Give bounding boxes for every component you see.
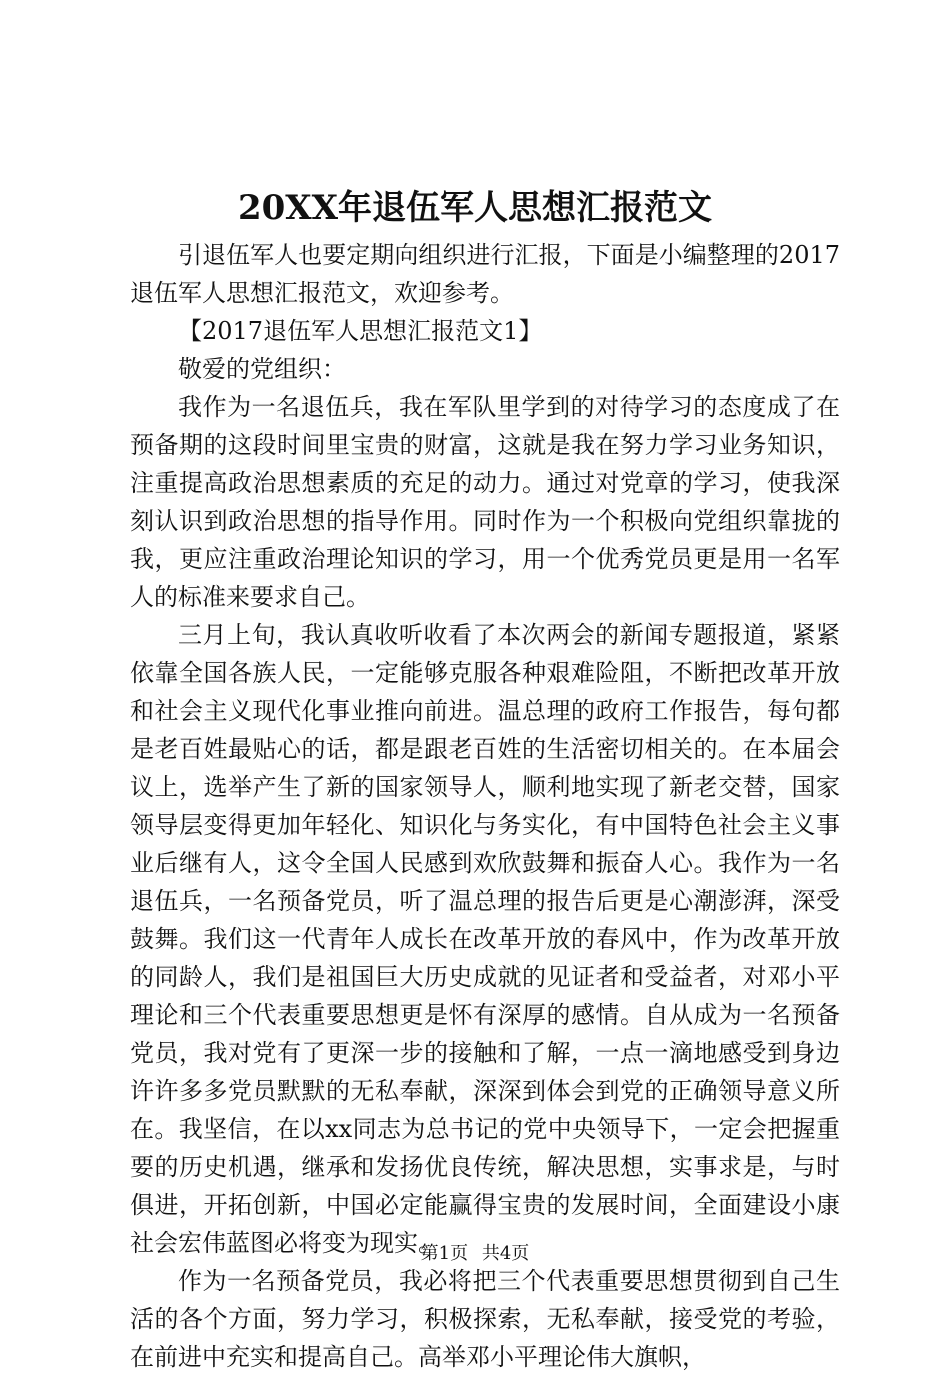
paragraph-intro: 引退伍军人也要定期向组织进行汇报，下面是小编整理的2017退伍军人思想汇报范文，欢迎参考。 <box>130 241 840 307</box>
document-body <box>130 236 840 1376</box>
paragraph-salutation: 敬爱的党组织： <box>178 355 346 383</box>
page-total: 共4页 <box>481 1243 530 1264</box>
page-footer <box>0 1242 950 1266</box>
paragraph-body-1: 我作为一名退伍兵，我在军队里学到的对待学习的态度成了在预备期的这段时间里宝贵的财富，这就是我在努力学习业务知识，注重提高政治思想素质的充足的动力。通过对党章的学习，使我深刻认识到政治思想的指导作用。同时作为一个积极向党组织靠拢的我，更应注重政治理论知识的学习，用一个优秀党员更是用一名军人的标准来要求自己。 <box>130 393 840 611</box>
paragraph-section-heading: 【2017退伍军人思想汇报范文1】 <box>178 317 543 345</box>
page-number: 第1页 <box>420 1243 469 1264</box>
document-title: 20XX年退伍军人思想汇报范文 <box>237 188 713 228</box>
paragraph-body-2: 三月上旬，我认真收听收看了本次两会的新闻专题报道，紧紧依靠全国各族人民，一定能够克服各种艰难险阻，不断把改革开放和社会主义现代化事业推向前进。温总理的政府工作报告，每句都是老百姓最贴心的话，都是跟老百姓的生活密切相关的。在本届会议上，选举产生了新的国家领导人，顺利地实现了新老交替，国家领导层变得更加年轻化、知识化与务实化，有中国特色社会主义事业后继有人，这令全国人民感到欢欣鼓舞和振奋人心。我作为一名退伍兵，一名预备党员，听了温总理的报告后更是心潮澎湃，深受鼓舞。我们这一代青年人成长在改革开放的春风中，作为改革开放的同龄人，我们是祖国巨大历史成就的见证者和受益者，对邓小平理论和三个代表重要思想更是怀有深厚的感情。自从成为一名预备党员，我对党有了更深一步的接触和了解，一点一滴地感受到身边许许多多党员默默的无私奉献，深深到体会到党的正确领导意义所在。我坚信，在以xx同志为总书记的党中央领导下，一定会把握重要的历史机遇，继承和发扬优良传统，解决思想，实事求是，与时俱进，开拓创新，中国必定能赢得宝贵的发展时间，全面建设小康社会宏伟蓝图必将变为现实。 <box>130 621 840 1257</box>
paragraph-body-3: 作为一名预备党员，我必将把三个代表重要思想贯彻到自己生活的各个方面，努力学习，积极探索，无私奉献，接受党的考验，在前进中充实和提高自己。高举邓小平理论伟大旗帜， <box>130 1267 840 1371</box>
